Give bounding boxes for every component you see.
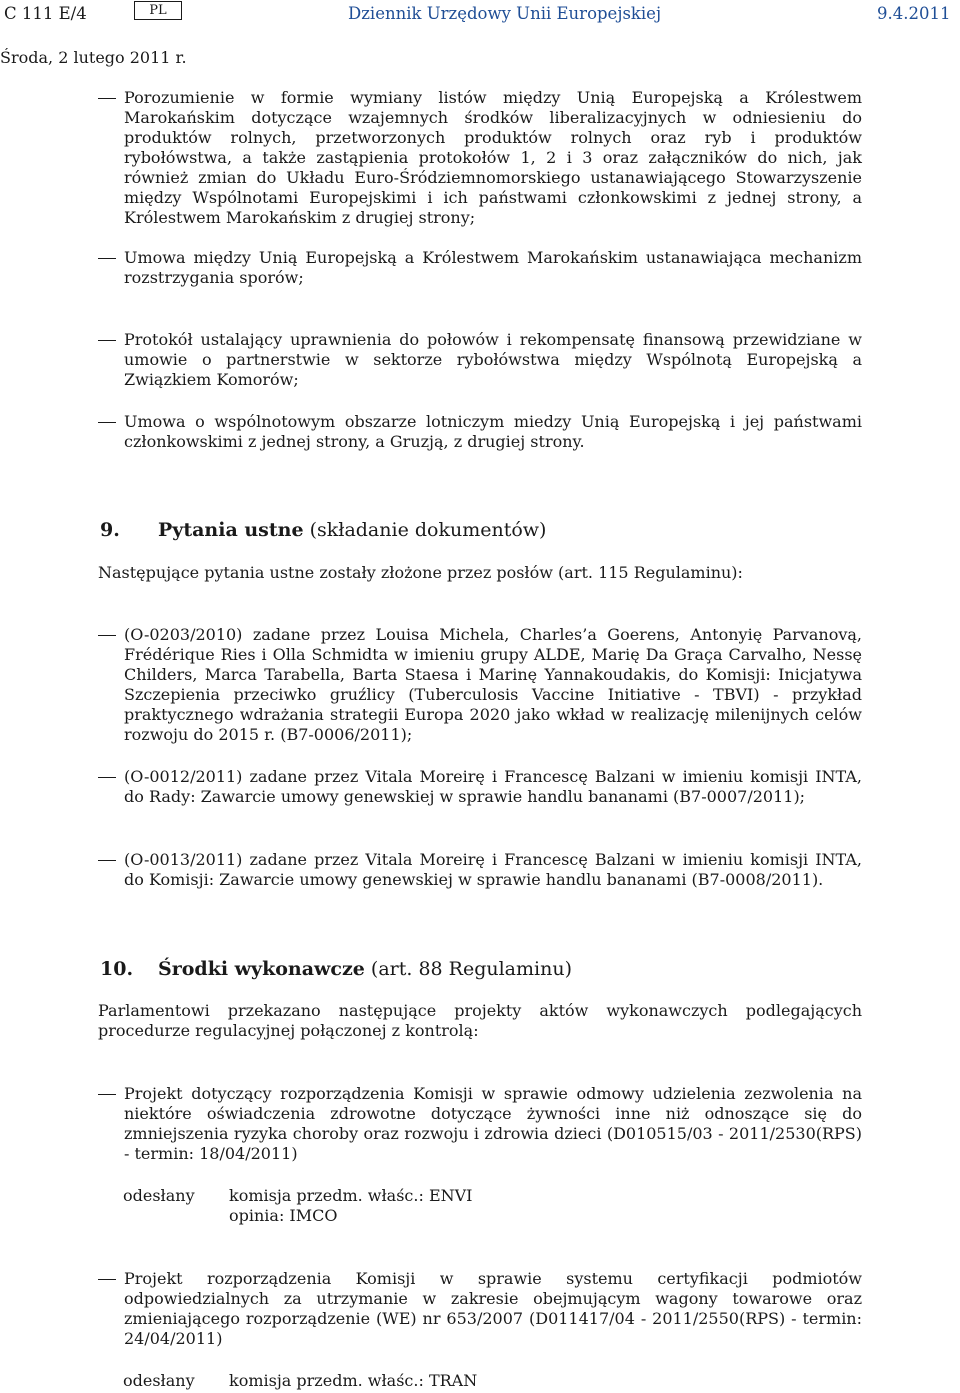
list-item [100,1269,862,1349]
dash-marker [98,1279,116,1280]
section-heading [100,958,572,980]
referral-committee: komisja przedm. właśc.: TRAN [229,1371,478,1390]
list-item [100,248,862,288]
list-item-text: (O-0012/2011) zadane przez Vitala Moreirę i Francescę Balzani w imieniu komisji INTA, do Rady: Zawarcie umowy genewskiej w sprawie handlu bananami (B7-0007/2011); [124,767,862,806]
dash-marker [98,422,116,423]
dash-marker [98,340,116,341]
page-reference: C 111 E/4 [4,4,87,23]
journal-title: Dziennik Urzędowy Unii Europejskiej [348,4,662,23]
list-item [100,412,862,452]
section-intro: Następujące pytania ustne zostały złożone przez posłów (art. 115 Regulaminu): [98,563,743,582]
list-item-text: Projekt rozporządzenia Komisji w sprawie systemu certyfikacji podmiotów odpowiedzialnych za utrzymanie w zakresie obejmującym wagony towarowe oraz zmieniającego rozporządzenie (WE) nr 653/2007 (D011417/04 - 2011/2550(RPS) - termin: 24/04/2011) [124,1269,862,1348]
list-item-text: Porozumienie w formie wymiany listów między Unią Europejską a Królestwem Marokańskim dotyczące wzajemnych środków liberalizacyjnych w odniesieniu do produktów rolnych, przetworzonych produktów rolnych oraz ryb i produktów rybołówstwa, a także zastąpienia protokołów 1, 2 i 3 oraz załączników do nich, jak również zmian do Układu Euro-Śródziemnomorskiego ustanawiającego Stowarzyszenie między Wspólnotami Europejskimi i ich państwami członkowskimi z jednej strony, a Królestwem Marokańskim z drugiej strony; [124,88,862,227]
section-heading [100,519,546,541]
list-item-text: Projekt dotyczący rozporządzenia Komisji w sprawie odmowy udzielenia zezwolenia na niektóre oświadczenia zdrowotne dotyczące żywności inne niż odnoszące się do zmniejszenia ryzyka choroby oraz rozwoju i zdrowia dzieci (D010515/03 - 2011/2530(RPS) - termin: 18/04/2011) [124,1084,862,1163]
section-subtitle: (art. 88 Regulaminu) [370,958,572,980]
section-number: 10. [100,958,134,980]
dash-marker [98,777,116,778]
list-item [100,1084,862,1164]
list-item [100,767,862,807]
section-subtitle: (składanie dokumentów) [309,519,547,541]
referral-label: odesłany [123,1186,195,1205]
list-item [100,88,862,228]
section-number: 9. [100,519,120,541]
dash-marker [98,98,116,99]
list-item [100,850,862,890]
list-item-text: Umowa o wspólnotowym obszarze lotniczym miedzy Unią Europejską i jej państwami członkowskimi z jednej strony, a Gruzją, z drugiej strony. [124,412,862,451]
dash-marker [98,635,116,636]
dash-marker [98,258,116,259]
section-title: Pytania ustne [158,519,304,541]
list-item-text: Umowa między Unią Europejską a Królestwem Marokańskim ustanawiająca mechanizm rozstrzygania sporów; [124,248,862,287]
list-item [100,330,862,390]
list-item [100,625,862,745]
section-intro: Parlamentowi przekazano następujące projekty aktów wykonawczych podlegających procedurze regulacyjnej połączonej z kontrolą: [98,1001,862,1040]
session-date: Środa, 2 lutego 2011 r. [0,48,187,67]
referral-committee: komisja przedm. właśc.: ENVI [229,1186,473,1205]
referral-label: odesłany [123,1371,195,1390]
publication-date: 9.4.2011 [877,4,951,23]
list-item-text: (O-0203/2010) zadane przez Louisa Michela, Charles’a Goerens, Antonyię Parvanovą, Frédérique Ries i Olla Schmidta w imieniu grupy ALDE, Marię Da Graça Carvalho, Nessę Childers, Marca Tarabella, Barta Staesa i Marinę Yannakoudakis, do Komisji: Inicjatywa Szczepienia przeciwko gruźlicy (Tuberculosis Vaccine Initiative - TBVI) - przykład praktycznego wdrażania strategii Europa 2020 jako wkład w realizację milenijnych celów rozwoju do 2015 r. (B7-0006/2011); [124,625,862,744]
section-title: Środki wykonawcze [158,958,365,980]
language-badge: PL [134,1,182,20]
referral-opinion: opinia: IMCO [229,1206,338,1225]
dash-marker [98,1094,116,1095]
dash-marker [98,860,116,861]
list-item-text: (O-0013/2011) zadane przez Vitala Moreirę i Francescę Balzani w imieniu komisji INTA, do Komisji: Zawarcie umowy genewskiej w sprawie handlu bananami (B7-0008/2011). [124,850,862,889]
list-item-text: Protokół ustalający uprawnienia do połowów i rekompensatę finansową przewidziane w umowie o partnerstwie w sektorze rybołówstwa między Wspólnotą Europejską a Związkiem Komorów; [124,330,862,389]
